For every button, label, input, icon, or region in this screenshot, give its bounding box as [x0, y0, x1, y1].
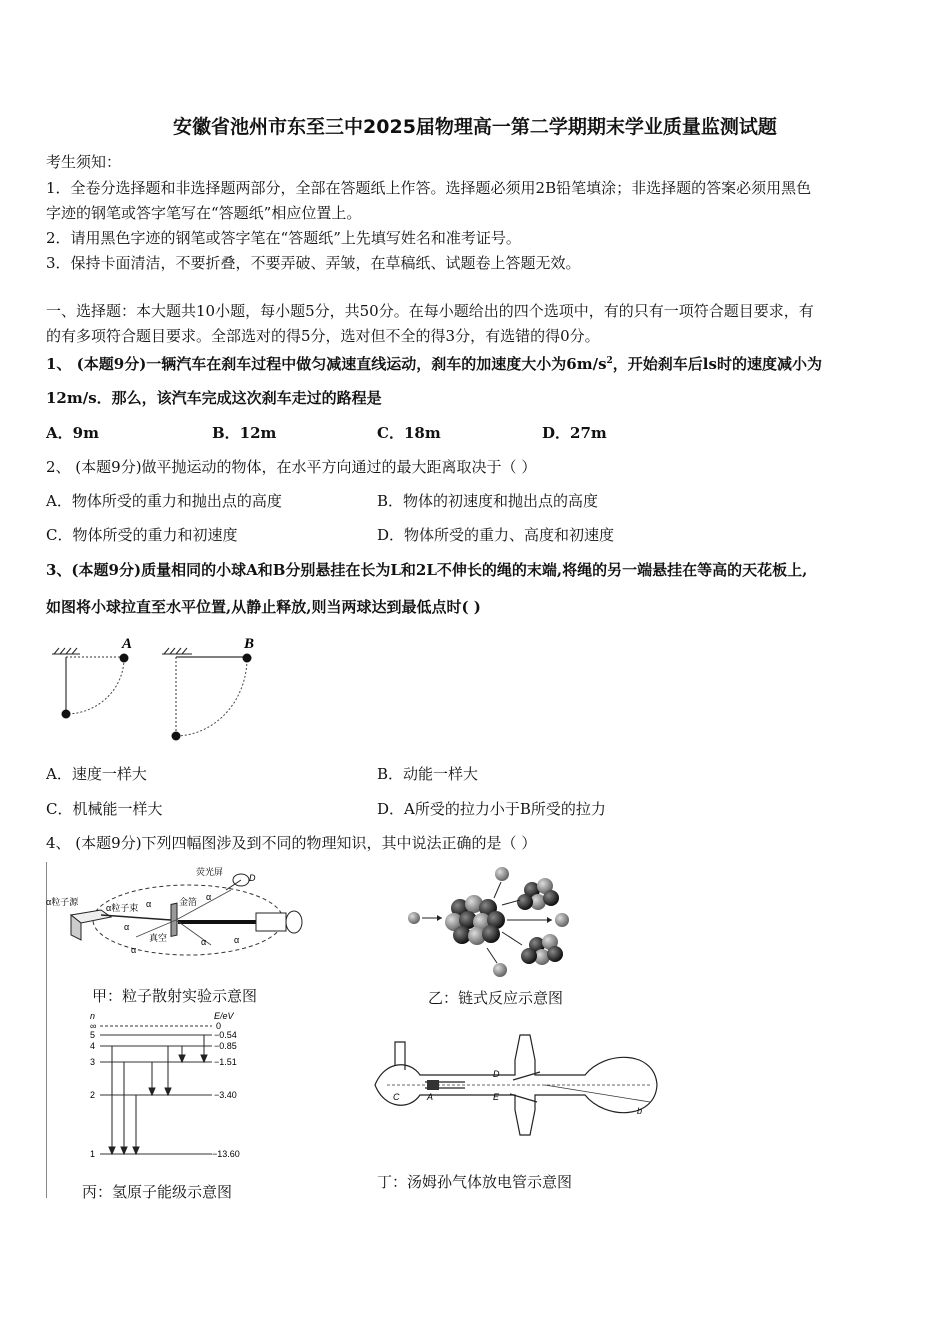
- q2-option-c[interactable]: C．物体所受的重力和初速度: [46, 526, 238, 544]
- ceiling-a-icon: [52, 648, 80, 654]
- pendulum-figure: [46, 632, 276, 747]
- path-b-arc: [176, 660, 247, 736]
- svg-text:E/eV: E/eV: [214, 1011, 234, 1021]
- notice-item-3: 3．保持卡面清洁，不要折叠，不要弄破、弄皱，在草稿纸、试题卷上答题无效。: [46, 254, 581, 272]
- svg-text:α: α: [124, 922, 130, 932]
- label-a: A: [122, 636, 133, 652]
- q3-option-c[interactable]: C．机械能一样大: [46, 800, 163, 818]
- thomson-tube-figure: [365, 1030, 665, 1140]
- svg-text:∞: ∞: [90, 1021, 97, 1031]
- ceiling-b-icon: [162, 648, 192, 654]
- svg-text:α: α: [201, 937, 207, 947]
- notice-heading: 考生须知：: [46, 153, 122, 171]
- svg-text:−0.85: −0.85: [214, 1041, 237, 1051]
- section-instructions-1: 一、选择题：本大题共10小题，每小题5分，共50分。在每小题给出的四个选项中，有的只有一项符合题目要求，有: [46, 302, 814, 320]
- q4-stem: 4、 (本题9分)下列四幅图涉及到不同的物理知识，其中说法正确的是（ ）: [46, 834, 537, 852]
- svg-text:α: α: [234, 935, 240, 945]
- svg-text:−0.54: −0.54: [214, 1030, 237, 1040]
- q1-stem-line1: 1、 (本题9分)一辆汽车在刹车过程中做匀减速直线运动，刹车的加速度大小为$6m/s^2$，开始刹车后ls时的速度减小为: [46, 355, 822, 373]
- q2-option-b[interactable]: B．物体的初速度和抛出点的高度: [377, 492, 599, 510]
- ball-a-start: [120, 654, 129, 663]
- nucleus-top: [517, 878, 559, 910]
- ball-b-end: [172, 732, 181, 741]
- q2-stem: 2、 (本题9分)做平抛运动的物体，在水平方向通过的最大距离取决于（ ）: [46, 458, 537, 476]
- q3-option-a[interactable]: A．速度一样大: [46, 765, 147, 783]
- q1-option-c[interactable]: C．18m: [377, 424, 441, 442]
- notice-item-1: 1．全卷分选择题和非选择题两部分，全部在答题纸上作答。选择题必须用2B铅笔填涂；非选择题的答案必须用黑色: [46, 179, 812, 197]
- caption-bing: 丙：氢原子能级示意图: [82, 1183, 233, 1201]
- svg-text:C: C: [393, 1092, 400, 1102]
- q3-stem-line1: 3、(本题9分)质量相同的小球A和B分别悬挂在长为L和2L不伸长的绳的末端,将绳的另一端悬挂在等高的天花板上,: [46, 561, 808, 579]
- q1-option-a[interactable]: A．9m: [46, 424, 99, 442]
- caption-yi: 乙：链式反应示意图: [428, 989, 564, 1007]
- chain-reaction-figure: [402, 860, 602, 980]
- svg-text:真空: 真空: [149, 933, 168, 943]
- svg-text:α: α: [206, 892, 212, 902]
- q1-option-b[interactable]: B．12m: [212, 424, 277, 442]
- svg-text:A: A: [427, 1092, 434, 1102]
- section-instructions-2: 的有多项符合题目要求。全部选对的得5分，选对但不全的得3分，有选错的得0分。: [46, 327, 600, 345]
- svg-text:2: 2: [90, 1090, 96, 1100]
- path-a-arc: [66, 659, 124, 714]
- svg-text:荧光屏: 荧光屏: [196, 867, 224, 877]
- svg-text:4: 4: [90, 1041, 96, 1051]
- caption-jia: 甲：粒子散射实验示意图: [92, 987, 258, 1005]
- ball-a-end: [62, 710, 71, 719]
- svg-text:5: 5: [90, 1030, 96, 1040]
- level-inf: [90, 1021, 221, 1031]
- svg-text:D: D: [249, 873, 256, 883]
- svg-text:金箔: 金箔: [179, 897, 198, 907]
- notice-item-1-cont: 字迹的钢笔或答字笔写在“答题纸”相应位置上。: [46, 204, 362, 222]
- svg-text:b: b: [637, 1106, 643, 1116]
- svg-text:α粒子束: α粒子束: [106, 903, 139, 913]
- svg-text:1: 1: [90, 1149, 96, 1159]
- nucleus-main: [445, 895, 505, 945]
- energy-level-figure: [82, 1010, 262, 1165]
- nucleus-bottom: [521, 934, 563, 965]
- caption-ding: 丁：汤姆孙气体放电管示意图: [377, 1173, 573, 1191]
- svg-text:n: n: [90, 1011, 96, 1021]
- ball-b-start: [243, 654, 252, 663]
- q2-option-d[interactable]: D．物体所受的重力、高度和初速度: [377, 526, 615, 544]
- label-b: B: [244, 636, 255, 652]
- svg-text:D: D: [493, 1069, 500, 1079]
- q3-stem-line2: 如图将小球拉直至水平位置,从静止释放,则当两球达到最低点时( ): [46, 598, 481, 616]
- svg-text:α粒子源: α粒子源: [46, 897, 79, 907]
- svg-text:−3.40: −3.40: [214, 1090, 237, 1100]
- svg-text:α: α: [146, 899, 152, 909]
- svg-text:−13.60: −13.60: [212, 1149, 240, 1159]
- svg-text:3: 3: [90, 1057, 96, 1067]
- q3-option-d[interactable]: D．A所受的拉力小于B所受的拉力: [377, 800, 606, 818]
- alpha-scattering-figure: [46, 865, 316, 965]
- level-5: [90, 1030, 237, 1040]
- q3-option-b[interactable]: B．动能一样大: [377, 765, 479, 783]
- q2-option-a[interactable]: A．物体所受的重力和抛出点的高度: [46, 492, 282, 510]
- notice-item-2: 2．请用黑色字迹的钢笔或答字笔在“答题纸”上先填写姓名和准考证号。: [46, 229, 521, 247]
- svg-text:α: α: [131, 945, 137, 955]
- svg-text:E: E: [493, 1092, 500, 1102]
- svg-text:−1.51: −1.51: [214, 1057, 237, 1067]
- q1-option-d[interactable]: D．27m: [542, 424, 607, 442]
- page-title: 安徽省池州市东至三中2025届物理高一第二学期期末学业质量监测试题: [173, 116, 777, 138]
- q1-stem-line2: 12m/s．那么，该汽车完成这次刹车走过的路程是: [46, 389, 382, 407]
- svg-text:0: 0: [216, 1021, 222, 1031]
